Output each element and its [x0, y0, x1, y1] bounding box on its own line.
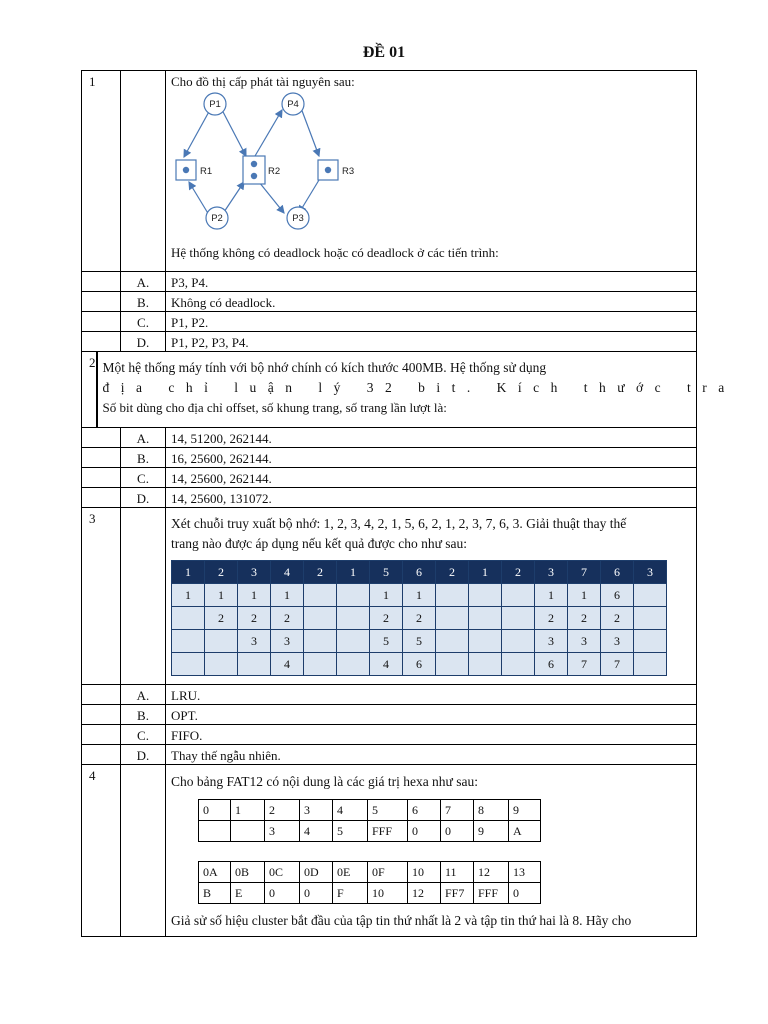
table-cell — [205, 630, 238, 653]
option-letter: A. — [121, 428, 166, 447]
table-cell: 7 — [441, 800, 474, 821]
option-text: 14, 25600, 262144. — [171, 471, 272, 486]
table-cell: 9 — [509, 800, 541, 821]
node-label: R1 — [200, 166, 213, 177]
table-cell: 2 — [304, 561, 337, 584]
table-cell: 5 — [370, 561, 403, 584]
edge — [184, 108, 211, 157]
question-number: 3 — [82, 508, 121, 684]
option-letter: C. — [121, 312, 166, 331]
table-cell: E — [231, 883, 265, 904]
option-row[interactable] — [82, 468, 696, 488]
option-text: 16, 25600, 262144. — [171, 451, 272, 466]
table-cell: 3 — [238, 630, 271, 653]
table-cell: 9 — [474, 821, 509, 842]
option-text: 14, 25600, 131072. — [171, 491, 272, 506]
node-label: R2 — [268, 166, 281, 177]
question-1-row — [82, 71, 696, 272]
table-cell — [502, 653, 535, 676]
instance-dot — [325, 167, 331, 173]
table-cell: 13 — [509, 862, 541, 883]
table-cell — [634, 607, 667, 630]
edge — [259, 182, 284, 213]
table-cell — [238, 653, 271, 676]
table-cell: 7 — [568, 653, 601, 676]
question-3-row — [82, 508, 696, 685]
table-cell: 1 — [231, 800, 265, 821]
table-cell: 3 — [535, 630, 568, 653]
table-cell — [172, 607, 205, 630]
table-cell: 1 — [403, 584, 436, 607]
table-cell: 8 — [474, 800, 509, 821]
question-text: Hệ thống không có deadlock hoặc có deadlock ở các tiến trình: — [171, 245, 499, 260]
question-text: Cho bảng FAT12 có nội dung là các giá trị hexa như sau: — [171, 774, 478, 789]
option-letter: C. — [121, 468, 166, 487]
option-letter: B. — [121, 448, 166, 467]
option-text: P1, P2, P3, P4. — [171, 335, 249, 350]
option-text: FIFO. — [171, 728, 203, 743]
option-row[interactable] — [82, 428, 696, 448]
question-text: Xét chuỗi truy xuất bộ nhớ: 1, 2, 3, 4, 2, 1, 5, 6, 2, 1, 2, 3, 7, 6, 3. Giải thuật thay thế — [171, 516, 627, 531]
table-cell: 0B — [231, 862, 265, 883]
table-cell: 5 — [403, 630, 436, 653]
table-cell: 7 — [568, 561, 601, 584]
table-cell — [337, 630, 370, 653]
instance-dot — [183, 167, 189, 173]
table-cell: 6 — [601, 584, 634, 607]
option-text: P3, P4. — [171, 275, 209, 290]
option-row[interactable] — [82, 705, 696, 725]
table-cell: 2 — [403, 607, 436, 630]
table-cell — [172, 630, 205, 653]
table-cell — [337, 607, 370, 630]
fat-table-2 — [198, 861, 541, 904]
table-cell: 0F — [368, 862, 408, 883]
option-row[interactable] — [82, 292, 696, 312]
table-cell: 2 — [265, 800, 300, 821]
table-cell: B — [199, 883, 231, 904]
exam-table — [81, 70, 736, 937]
table-cell: 1 — [568, 584, 601, 607]
table-cell — [337, 584, 370, 607]
table-cell: 10 — [368, 883, 408, 904]
table-cell: 2 — [568, 607, 601, 630]
table-cell: A — [509, 821, 541, 842]
table-cell — [199, 821, 231, 842]
table-cell: FFF — [368, 821, 408, 842]
table-cell: 4 — [333, 800, 368, 821]
option-text: LRU. — [171, 688, 201, 703]
table-cell: FFF — [474, 883, 509, 904]
table-cell: 1 — [205, 584, 238, 607]
edge — [255, 110, 282, 156]
table-cell: 0 — [300, 883, 333, 904]
table-cell: 1 — [271, 584, 304, 607]
edge — [189, 182, 209, 215]
table-cell: 11 — [441, 862, 474, 883]
table-cell: 6 — [535, 653, 568, 676]
table-cell: 2 — [238, 607, 271, 630]
table-cell: 3 — [601, 630, 634, 653]
table-cell: 2 — [205, 561, 238, 584]
table-cell — [502, 607, 535, 630]
table-cell — [436, 653, 469, 676]
node-label: P1 — [209, 99, 221, 110]
instance-dot — [251, 161, 257, 167]
table-cell: 3 — [568, 630, 601, 653]
table-cell: 6 — [403, 561, 436, 584]
question-text: địa chỉ luận lý 32 bit. Kích thước tra — [102, 380, 736, 395]
question-number: 1 — [82, 71, 121, 271]
option-letter: A. — [121, 685, 166, 704]
fat-table-1 — [198, 799, 541, 842]
table-cell: FF7 — [441, 883, 474, 904]
table-cell — [469, 653, 502, 676]
table-cell — [502, 630, 535, 653]
table-cell: 0A — [199, 862, 231, 883]
option-letter: D. — [121, 745, 166, 764]
table-cell: 4 — [271, 561, 304, 584]
table-cell — [436, 607, 469, 630]
table-cell: 3 — [271, 630, 304, 653]
table-cell: 0 — [265, 883, 300, 904]
table-cell: 2 — [205, 607, 238, 630]
option-row[interactable] — [82, 745, 696, 765]
table-cell: 4 — [300, 821, 333, 842]
table-cell: 1 — [370, 584, 403, 607]
option-row[interactable] — [82, 312, 696, 332]
table-cell: 4 — [271, 653, 304, 676]
table-cell: 6 — [408, 800, 441, 821]
table-cell — [436, 630, 469, 653]
option-row[interactable] — [82, 272, 696, 292]
option-letter: D. — [121, 488, 166, 507]
table-cell — [634, 630, 667, 653]
option-letter: A. — [121, 272, 166, 291]
question-4-row — [82, 765, 696, 937]
table-cell — [205, 653, 238, 676]
instance-dot — [251, 173, 257, 179]
option-letter: B. — [121, 292, 166, 311]
table-cell: 1 — [238, 584, 271, 607]
node-label: R3 — [342, 166, 355, 177]
table-cell — [436, 584, 469, 607]
option-text: Thay thế ngẫu nhiên. — [171, 748, 281, 763]
table-cell: 2 — [601, 607, 634, 630]
option-text: 14, 51200, 262144. — [171, 431, 272, 446]
question-text: Một hệ thống máy tính với bộ nhớ chính có kích thước 400MB. Hệ thống sử dụng — [102, 360, 547, 375]
table-cell: 0 — [509, 883, 541, 904]
table-cell — [634, 653, 667, 676]
table-cell: 5 — [333, 821, 368, 842]
table-cell: 2 — [535, 607, 568, 630]
page-replacement-table — [171, 560, 667, 676]
edge — [301, 108, 319, 156]
table-cell: 0 — [441, 821, 474, 842]
table-cell: 0E — [333, 862, 368, 883]
table-cell: 12 — [474, 862, 509, 883]
table-cell: F — [333, 883, 368, 904]
table-cell: 0 — [408, 821, 441, 842]
option-row[interactable] — [82, 332, 696, 352]
table-cell: 3 — [265, 821, 300, 842]
table-cell: 2 — [271, 607, 304, 630]
option-text: P1, P2. — [171, 315, 209, 330]
question-2-row — [82, 352, 736, 428]
option-row[interactable] — [82, 488, 696, 508]
option-letter: B. — [121, 705, 166, 724]
table-cell — [502, 584, 535, 607]
table-cell: 3 — [634, 561, 667, 584]
page-title: ĐỀ 01 — [362, 44, 406, 61]
table-cell: 6 — [403, 653, 436, 676]
question-prompt: Cho đồ thị cấp phát tài nguyên sau: — [171, 74, 355, 89]
table-cell — [337, 653, 370, 676]
option-letter: D. — [121, 332, 166, 351]
table-cell: 4 — [370, 653, 403, 676]
table-cell — [469, 584, 502, 607]
table-cell — [172, 653, 205, 676]
table-cell — [469, 630, 502, 653]
edge — [221, 108, 246, 156]
table-cell: 6 — [601, 561, 634, 584]
table-cell: 0 — [199, 800, 231, 821]
table-cell: 5 — [370, 630, 403, 653]
question-text: Giả sử số hiệu cluster bắt đầu của tập tin thứ nhất là 2 và tập tin thứ hai là 8. Hãy cho — [171, 913, 632, 928]
table-cell: 0D — [300, 862, 333, 883]
table-cell: 7 — [601, 653, 634, 676]
table-cell: 0C — [265, 862, 300, 883]
table-cell — [469, 607, 502, 630]
resource-allocation-graph — [171, 90, 361, 224]
table-cell: 3 — [300, 800, 333, 821]
option-row[interactable] — [82, 448, 696, 468]
option-letter: C. — [121, 725, 166, 744]
table-cell — [231, 821, 265, 842]
table-cell: 2 — [436, 561, 469, 584]
table-cell: 1 — [469, 561, 502, 584]
node-label: P2 — [211, 213, 223, 224]
resource-node-r2 — [243, 156, 265, 184]
option-text: OPT. — [171, 708, 198, 723]
table-cell: 2 — [370, 607, 403, 630]
table-cell: 10 — [408, 862, 441, 883]
node-label: P4 — [287, 99, 299, 110]
question-number: 2 — [82, 352, 97, 427]
question-number: 4 — [82, 765, 121, 936]
question-text: Số bit dùng cho địa chỉ offset, số khung trang, số trang lần lượt là: — [102, 400, 447, 415]
table-cell: 1 — [535, 584, 568, 607]
table-cell: 1 — [337, 561, 370, 584]
table-cell — [304, 630, 337, 653]
table-cell — [634, 584, 667, 607]
option-text: Không có deadlock. — [171, 295, 276, 310]
table-cell: 12 — [408, 883, 441, 904]
table-cell — [304, 584, 337, 607]
question-text: trang nào được áp dụng nếu kết quả được cho như sau: — [171, 536, 468, 551]
table-cell: 1 — [172, 561, 205, 584]
table-cell: 3 — [238, 561, 271, 584]
option-row[interactable] — [82, 725, 696, 745]
table-cell: 1 — [172, 584, 205, 607]
table-cell — [304, 607, 337, 630]
option-row[interactable] — [82, 685, 696, 705]
table-cell: 5 — [368, 800, 408, 821]
node-label: P3 — [292, 213, 304, 224]
table-cell — [304, 653, 337, 676]
table-cell: 2 — [502, 561, 535, 584]
table-cell: 3 — [535, 561, 568, 584]
